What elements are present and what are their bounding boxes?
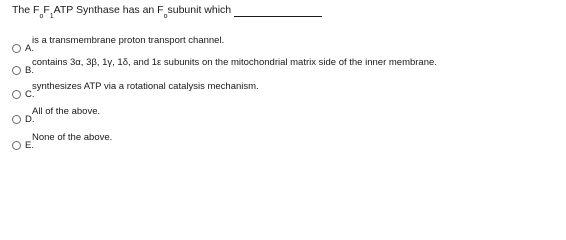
radio-option-b[interactable] <box>12 66 21 75</box>
answer-blank <box>234 7 322 17</box>
option-c-letter: C. <box>25 89 35 100</box>
question-text: ATP Synthase has an F <box>53 4 164 16</box>
option-b[interactable] <box>12 56 557 80</box>
option-e-letter: E. <box>25 140 34 151</box>
question-text-prefix: The F <box>12 4 40 16</box>
radio-option-c[interactable] <box>12 90 21 99</box>
option-d-text: All of the above. <box>32 106 101 117</box>
radio-option-d[interactable] <box>12 115 21 124</box>
question-stem: The F o F 1 ATP Synthase has an F o subunit which <box>12 4 322 17</box>
question-text-suffix: subunit which <box>167 4 232 16</box>
option-a-letter: A. <box>25 43 34 54</box>
option-d[interactable] <box>12 105 557 129</box>
option-b-text: contains 3α, 3β, 1γ, 1δ, and 1ε subunits on the mitochondrial matrix side of the inner membrane. <box>32 57 437 68</box>
radio-option-a[interactable] <box>12 44 21 53</box>
option-c-text: synthesizes ATP via a rotational catalysis mechanism. <box>32 81 259 92</box>
option-e-text: None of the above. <box>32 132 113 143</box>
question-text-mid: F <box>43 4 50 16</box>
option-e[interactable] <box>12 131 557 155</box>
option-a[interactable] <box>12 34 557 58</box>
radio-option-e[interactable] <box>12 141 21 150</box>
option-a-text: is a transmembrane proton transport channel. <box>32 35 225 46</box>
option-b-letter: B. <box>25 65 34 76</box>
option-c[interactable] <box>12 80 557 104</box>
option-d-letter: D. <box>25 114 35 125</box>
